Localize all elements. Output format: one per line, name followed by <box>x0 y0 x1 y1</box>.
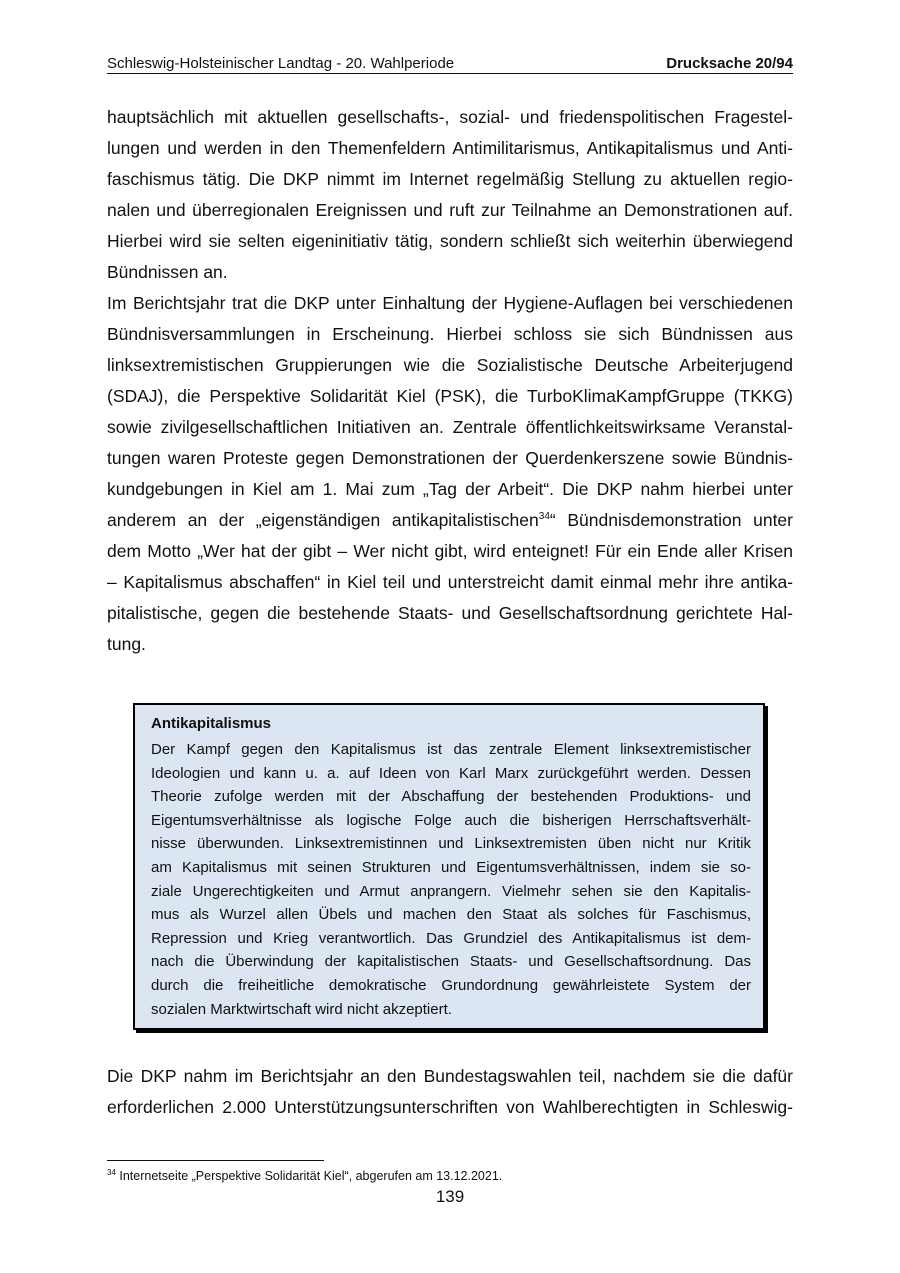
document-number: Drucksache 20/94 <box>666 55 793 72</box>
header-title: Schleswig-Holsteinischer Landtag - 20. Wahlperiode <box>107 55 455 72</box>
running-header <box>107 54 793 74</box>
text-line: Im Berichtsjahr trat die DKP unter Einhaltung der Hygiene-Auflagen bei verschiedenen <box>107 293 793 313</box>
text-line: Hierbei wird sie selten eigeninitiativ tätig, sondern schließt sich weiterhin überwiegend <box>107 231 793 251</box>
info-box-line: ziale Ungerechtigkeiten und Armut anprangern. Vielmehr sehen sie den Kapitalis- <box>151 882 751 900</box>
info-box-line: am Kapitalismus mit seinen Strukturen und Eigentumsverhältnissen, indem sie so- <box>151 858 751 876</box>
text-line: Bündnissen an. <box>107 262 228 282</box>
text-line: linksextremistischen Gruppierungen wie die Sozialistische Deutsche Arbeiterjugend <box>107 355 793 375</box>
text-line: kundgebungen in Kiel am 1. Mai zum „Tag der Arbeit“. Die DKP nahm hierbei unter <box>107 479 793 499</box>
text-line: sowie zivilgesellschaftlichen Initiativen an. Zentrale öffentlichkeitswirksame Veranstal- <box>107 417 793 437</box>
info-box-line: mus als Wurzel allen Übels und machen den Staat als solches für Faschismus, <box>151 906 751 924</box>
info-box-title: Antikapitalismus <box>151 715 272 732</box>
info-box-line: nach die Überwindung der kapitalistischen Staats- und Gesellschaftsordnung. Das <box>151 953 751 971</box>
info-box-line: Theorie zufolge werden mit der Abschaffung der bestehenden Produktions- und <box>151 788 751 806</box>
footnote-text: Internetseite „Perspektive Solidarität Kiel“, abgerufen am 13.12.2021. <box>115 1169 503 1183</box>
info-box-antikapitalismus <box>133 703 765 1030</box>
text-line: (SDAJ), die Perspektive Solidarität Kiel (PSK), die TurboKlimaKampfGruppe (TKKG) <box>107 386 793 406</box>
text-line: faschismus tätig. Die DKP nimmt im Internet regelmäßig Stellung zu aktuellen regio- <box>107 169 793 189</box>
text-line: tung. <box>107 634 146 654</box>
text-segment: “ Bündnisdemonstration unter <box>549 510 793 530</box>
text-line: pitalistische, gegen die bestehende Staats- und Gesellschaftsordnung gerichtete Hal- <box>107 603 793 623</box>
text-line: – Kapitalismus abschaffen“ in Kiel teil und unterstreicht damit einmal mehr ihre antika- <box>107 572 793 592</box>
footnote-number: 34 <box>107 1168 116 1177</box>
text-line: erforderlichen 2.000 Unterstützungsunterschriften von Wahlberechtigten in Schleswig- <box>107 1097 793 1117</box>
footnote-34 <box>107 1168 502 1184</box>
text-line-with-footnote <box>107 505 793 536</box>
text-line: hauptsächlich mit aktuellen gesellschafts-, sozial- und friedenspolitischen Fragestel- <box>107 107 793 127</box>
page-number: 139 <box>435 1187 465 1206</box>
info-box-line: Der Kampf gegen den Kapitalismus ist das zentrale Element linksextremistischer <box>151 741 751 758</box>
text-line: Bündnisversammlungen in Erscheinung. Hierbei schloss sie sich Bündnissen aus <box>107 324 793 344</box>
info-box-line: Repression und Krieg verantwortlich. Das Grundziel des Antikapitalismus ist dem- <box>151 929 751 947</box>
text-line: dem Motto „Wer hat der gibt – Wer nicht gibt, wird enteignet! Für ein Ende aller Krisen <box>107 541 793 561</box>
info-box-line: nisse überwunden. Linksextremistinnen und Linksextremisten üben nicht nur Kritik <box>151 835 751 853</box>
text-line: Die DKP nahm im Berichtsjahr an den Bundestagswahlen teil, nachdem sie die dafür <box>107 1066 793 1086</box>
footnote-reference: 34 <box>538 511 550 522</box>
paragraph-1 <box>107 102 793 288</box>
info-box-body <box>151 738 751 1021</box>
info-box-line: Ideologien und kann u. a. auf Ideen von Karl Marx zurückgeführt werden. Dessen <box>151 764 751 782</box>
text-line: lungen und werden in den Themenfeldern Antimilitarismus, Antikapitalismus und Anti- <box>107 138 793 158</box>
paragraph-3 <box>107 1061 793 1123</box>
paragraph-2 <box>107 288 793 660</box>
info-box-line: Eigentumsverhältnisse als logische Folge auch die bisherigen Herrschaftsverhält- <box>151 811 751 829</box>
text-line: tungen waren Proteste gegen Demonstrationen der Querdenkerszene sowie Bündnis- <box>107 448 793 468</box>
text-segment: anderem an der „eigenständigen antikapitalistischen <box>107 510 539 530</box>
text-line: nalen und überregionalen Ereignissen und ruft zur Teilnahme an Demonstrationen auf. <box>107 200 793 220</box>
footnote-separator <box>107 1160 324 1161</box>
info-box-line: sozialen Marktwirtschaft wird nicht akzeptiert. <box>151 1000 452 1018</box>
info-box-line: durch die freiheitliche demokratische Grundordnung gewährleistete System der <box>151 976 751 994</box>
